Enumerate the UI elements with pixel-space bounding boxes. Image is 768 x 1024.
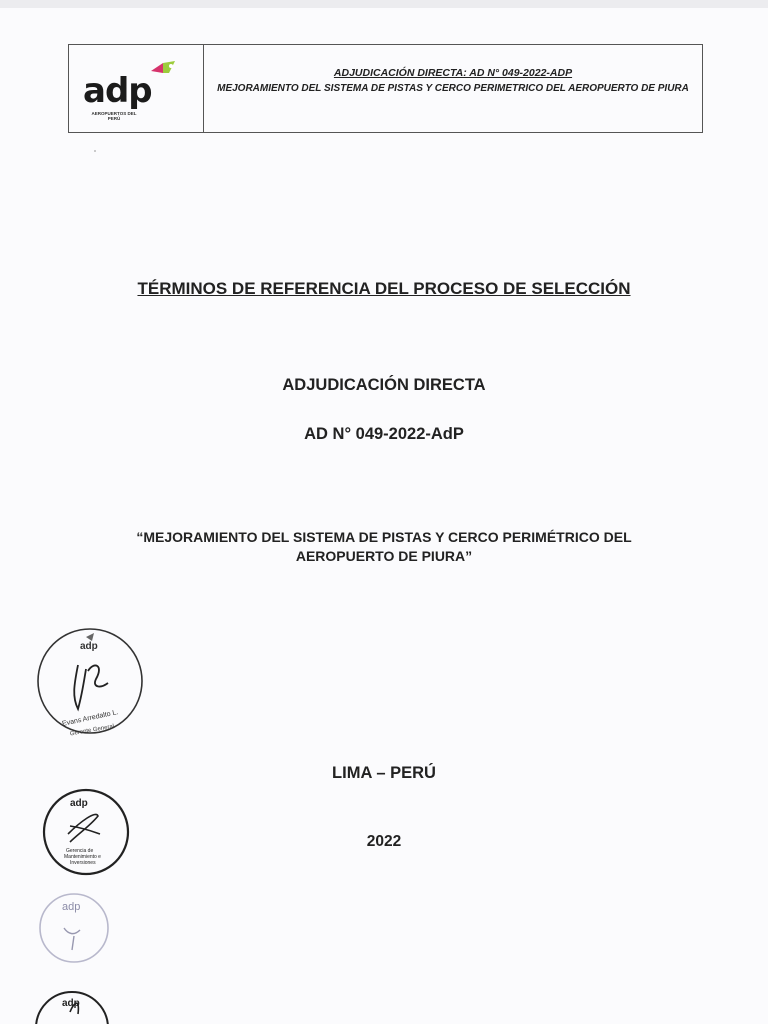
- page-top-strip: [0, 0, 768, 8]
- stamp-line-2: Mantenimiento e: [64, 854, 101, 860]
- year: 2022: [366, 833, 402, 850]
- adp-logo-subtext: AEROPUERTOS DEL PERÚ: [91, 111, 137, 121]
- adp-logo-icon: [149, 59, 179, 83]
- stamp-name-text: Evans Arredalto L.: [61, 709, 119, 728]
- header-title-cell: [204, 45, 702, 132]
- document-header: [68, 44, 703, 133]
- stamp-logo-text: adp: [62, 998, 80, 1009]
- stamp-line-3: Inversiones: [70, 860, 96, 866]
- stamp-logo-text: adp: [80, 641, 98, 652]
- stamp-general-manager: [34, 625, 146, 739]
- stamp-faded: [36, 890, 116, 970]
- stamp-maintenance-management: [40, 786, 132, 878]
- place: LIMA – PERÚ: [332, 764, 436, 782]
- logo-cell: [69, 45, 204, 132]
- adjudicacion-heading: ADJUDICACIÓN DIRECTA: [282, 376, 486, 394]
- header-line-2: MEJORAMIENTO DEL SISTEMA DE PISTAS Y CERCO PERIMETRICO DEL AEROPUERTO DE PIURA: [217, 83, 689, 94]
- speck: [94, 150, 96, 152]
- stamp-role-text: Gerente General: [69, 723, 115, 738]
- project-name: “MEJORAMIENTO DEL SISTEMA DE PISTAS Y CERCO PERIMÉTRICO DEL AEROPUERTO DE PIURA”: [136, 529, 632, 564]
- ad-number: AD N° 049-2022-AdP: [304, 425, 464, 443]
- stamp-cut-off: [30, 984, 114, 1024]
- stamp-logo-text: adp: [70, 798, 88, 809]
- adp-logo-text: adp: [83, 71, 152, 111]
- document-title: TÉRMINOS DE REFERENCIA DEL PROCESO DE SELECCIÓN: [137, 279, 631, 298]
- stamp-line-1: Gerencia de: [66, 848, 94, 854]
- stamp-logo-text: adp: [62, 901, 81, 913]
- header-line-1: ADJUDICACIÓN DIRECTA: AD N° 049-2022-ADP: [333, 67, 573, 79]
